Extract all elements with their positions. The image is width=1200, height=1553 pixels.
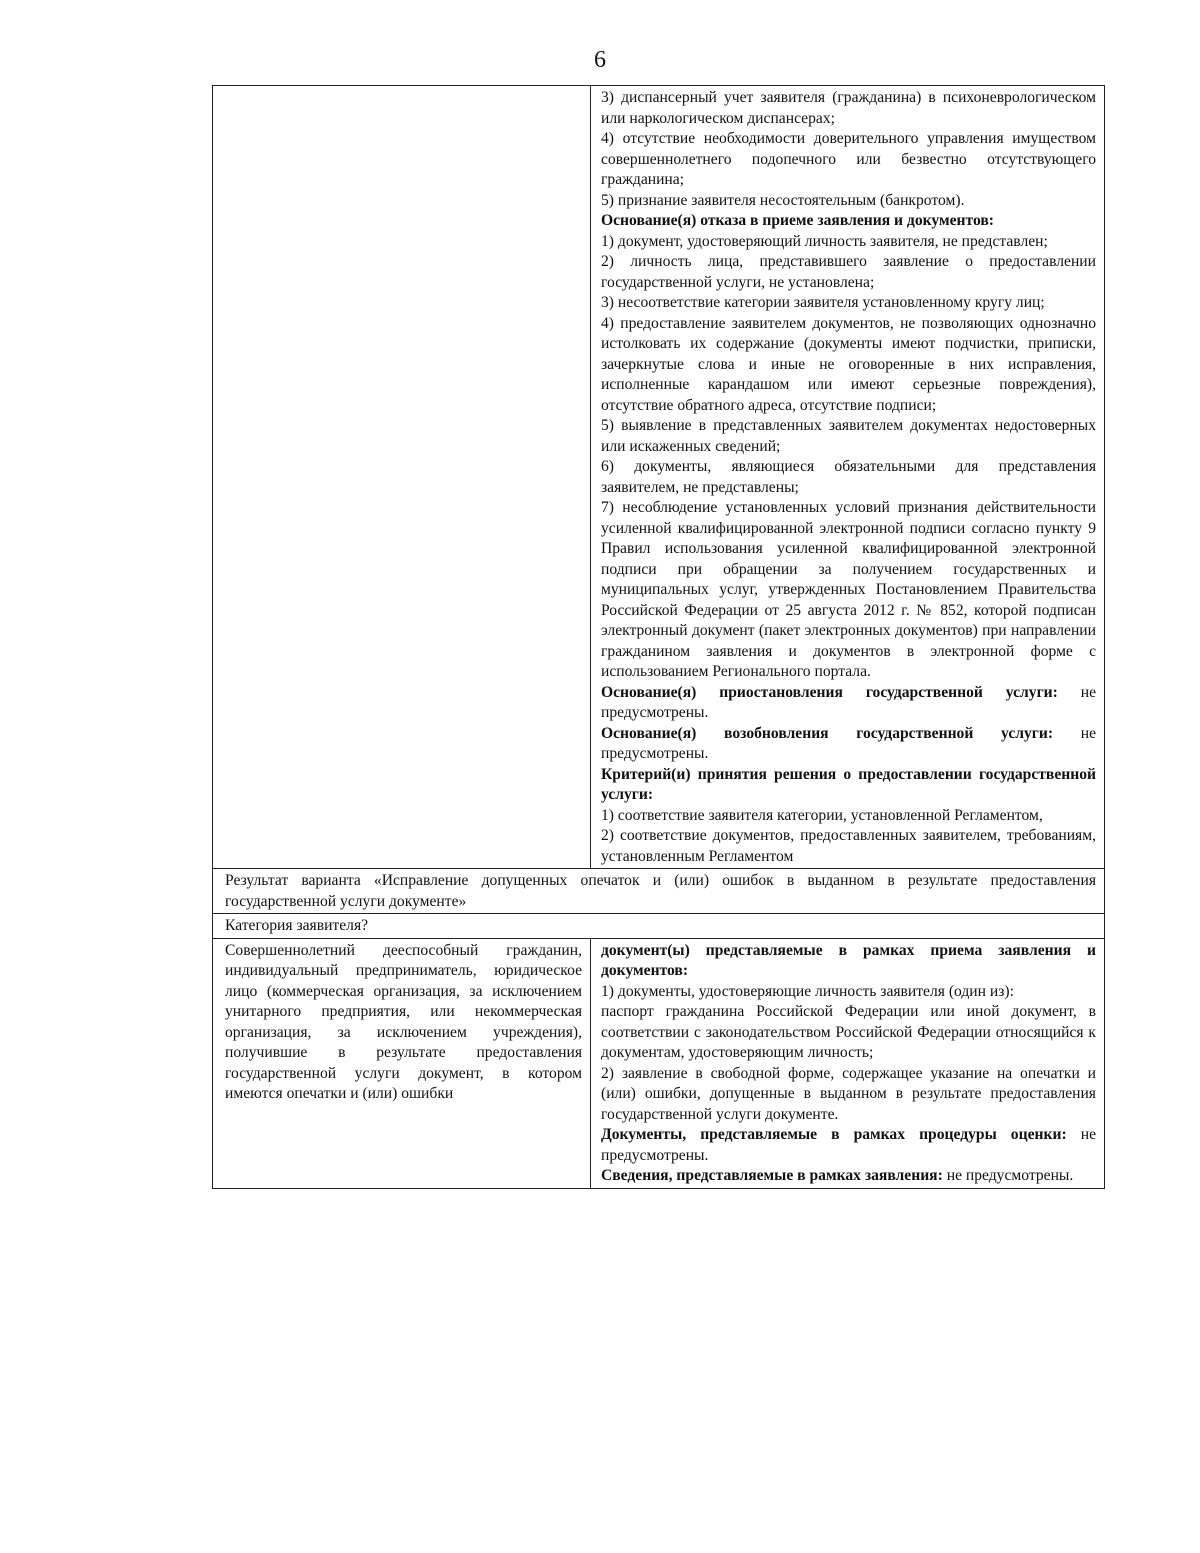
cell-grounds xyxy=(591,86,1105,869)
section-heading: Критерий(и) принятия решения о предоставлении государственной услуги: xyxy=(601,765,1096,803)
labeled-paragraph xyxy=(601,724,1096,765)
table-row-grounds xyxy=(213,86,1105,869)
table-row-category xyxy=(213,914,1105,939)
applicant-category-cell: Категория заявителя? xyxy=(213,914,1105,939)
cell-documents xyxy=(591,938,1105,1188)
paragraph-text: не предусмотрены. xyxy=(942,1167,1074,1184)
list-item: 4) отсутствие необходимости доверительного управления имуществом совершеннолетнего подопечного или безвестно отсутствующего гражданина; xyxy=(601,130,1096,188)
cell-empty xyxy=(213,86,591,869)
labeled-paragraph xyxy=(601,1125,1096,1166)
list-item: 3) несоответствие категории заявителя установленному кругу лиц; xyxy=(601,294,1045,311)
list-item: 7) несоблюдение установленных условий признания действительности усиленной квалифицированной электронной подписи согласно пункту 9 Правил использования усиленной квалифицированной электронной подписи при обращении за получением государственных и муниципальных услуг, утвержденных Постановлением Правительства Российской Федерации от 25 августа 2012 г. № 852, которой подписан электронный документ (пакет электронных документов) при направлении гражданином заявления и документов в электронной форме с использованием Регионального портала. xyxy=(601,499,1096,680)
page-number: 6 xyxy=(594,47,606,73)
list-item: 5) выявление в представленных заявителем документах недостоверных или искаженных сведений; xyxy=(601,417,1096,455)
list-item: 3) диспансерный учет заявителя (гражданина) в психоневрологическом или наркологическом диспансерах; xyxy=(601,89,1096,127)
paragraph-text: не предусмотрены. xyxy=(601,683,1097,721)
paragraph-text: не предусмотрены. xyxy=(601,1126,1096,1164)
paragraph-label: Сведения, представляемые в рамках заявления: xyxy=(601,1167,943,1184)
paragraph-label: Основание(я) приостановления государственной услуги: xyxy=(601,683,1058,701)
list-item: паспорт гражданина Российской Федерации или иной документ, в соответствии с законодательством Российской Федерации относящийся к документам, удостоверяющим личность; xyxy=(601,1003,1096,1061)
list-item: 1) документ, удостоверяющий личность заявителя, не представлен; xyxy=(601,232,1048,250)
paragraph-text: не предусмотрены. xyxy=(601,724,1097,762)
list-item: 2) заявление в свободной форме, содержащее указание на опечатки и (или) ошибки, допущенные в выданном в результате предоставления государственной услуги документе. xyxy=(601,1064,1096,1123)
list-item: 2) соответствие документов, предоставленных заявителем, требованиям, установленным Регламентом xyxy=(601,827,1096,865)
list-item: 1) документы, удостоверяющие личность заявителя (один из): xyxy=(601,982,1014,1000)
applicant-description-cell: Совершеннолетний дееспособный гражданин, индивидуальный предприниматель, юридическое лицо (коммерческая организация, за исключением унитарного предприятия, или некоммерческая организация, за исключением учреждения), получившие в результате предоставления государственной услуги документ, в котором имеются опечатки и (или) ошибки xyxy=(213,938,591,1188)
section-heading: документ(ы) представляемые в рамках приема заявления и документов: xyxy=(601,941,1096,979)
result-variant-cell: Результат варианта «Исправление допущенных опечаток и (или) ошибок в выданном в результате предоставления государственной услуги документе» xyxy=(213,869,1105,914)
document-table xyxy=(212,85,1105,1189)
table-row-correction xyxy=(213,938,1105,1188)
list-item: 4) предоставление заявителем документов, не позволяющих однозначно истолковать их содержание (документы имеют подчистки, приписки, зачеркнутые слова и иные не оговоренные в них исправления, исполненные карандашом или имеют серьезные повреждения), отсутствие обратного адреса, отсутствие подписи; xyxy=(601,314,1096,414)
list-item: 1) соответствие заявителя категории, установленной Регламентом, xyxy=(601,806,1043,824)
labeled-paragraph xyxy=(601,1166,1096,1187)
paragraph-label: Основание(я) возобновления государственной услуги: xyxy=(601,724,1054,742)
labeled-paragraph xyxy=(601,683,1096,724)
list-item: 2) личность лица, представившего заявление о предоставлении государственной услуги, не установлена; xyxy=(601,253,1096,291)
section-heading: Основание(я) отказа в приеме заявления и документов: xyxy=(601,212,994,229)
list-item: 5) признание заявителя несостоятельным (банкротом). xyxy=(601,191,965,209)
list-item: 6) документы, являющиеся обязательными для представления заявителем, не представлены; xyxy=(601,458,1096,496)
table-row-result xyxy=(213,869,1105,914)
paragraph-label: Документы, представляемые в рамках процедуры оценки: xyxy=(601,1126,1067,1143)
